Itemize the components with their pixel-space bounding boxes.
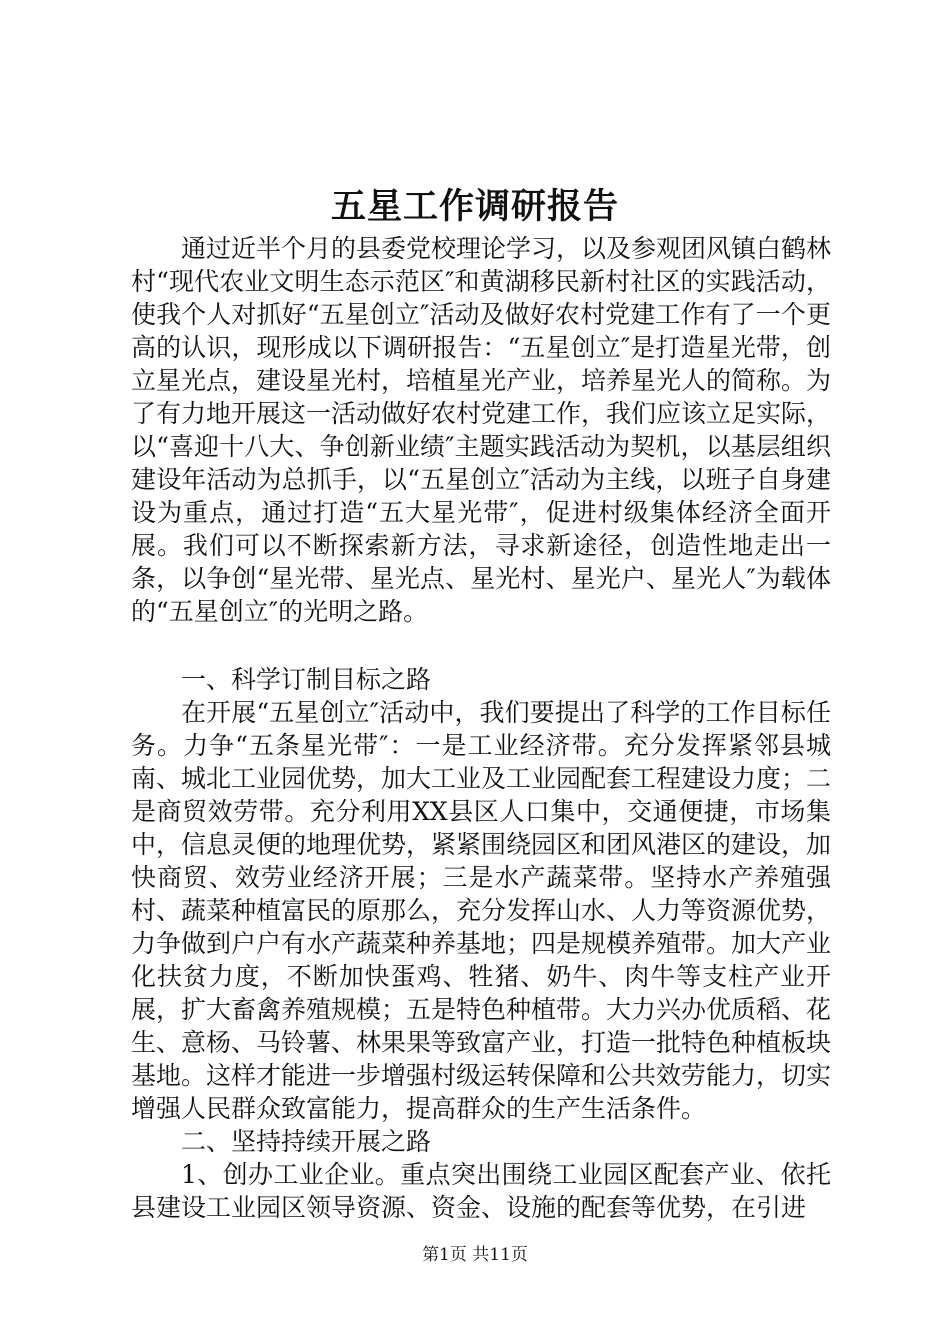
section-heading-2: 二、坚持持续开展之路 [181,1127,432,1156]
document-body [131,232,831,1224]
section-1-paragraph: 在开展“五星创立″活动中，我们要提出了科学的工作目标任务。力争“五条星光带″：一是工业经济带。充分发挥紧邻县城南、城北工业园优势，加大工业及工业园配套工程建设力度；二是商贸效劳带。充分利用XX县区人口集中，交通便捷，市场集中，信息灵便的地理优势，紧紧围绕园区和团风港区的建设，加快商贸、效劳业经济开展；三是水产蔬菜带。坚持水产养殖强村、蔬菜种植富民的原那么，充分发挥山水、人力等资源优势，力争做到户户有水产蔬菜种养基地；四是规模养殖带。加大产业化扶贫力度，不断加快蛋鸡、牲猪、奶牛、肉牛等支柱产业开展，扩大畜禽养殖规模；五是特色种植带。大力兴办优质稻、花生、意杨、马铃薯、林果果等致富产业，打造一批特色种植板块基地。这样才能进一步增强村级运转保障和公共效劳能力，切实增强人民群众致富能力，提高群众的生产生活条件。 [131,698,832,1123]
section-heading-1: 一、科学订制目标之路 [181,665,432,694]
document-title: 五星工作调研报告 [330,186,619,227]
page-footer: 第1页 共11页 [422,1245,528,1265]
intro-paragraph: 通过近半个月的县委党校理论学习，以及参观团风镇白鹤林村“现代农业文明生态示范区″和黄湖移民新村社区的实践活动，使我个人对抓好“五星创立″活动及做好农村党建工作有了一个更高的认识，现形成以下调研报告：“五星创立″是打造星光带，创立星光点，建设星光村，培植星光产业，培养星光人的简称。为了有力地开展这一活动做好农村党建工作，我们应该立足实际，以“喜迎十八大、争创新业绩″主题实践活动为契机，以基层组织建设年活动为总抓手，以“五星创立″活动为主线，以班子自身建设为重点，通过打造“五大星光带″，促进村级集体经济全面开展。我们可以不断探索新方法，寻求新途径，创造性地走出一条，以争创“星光带、星光点、星光村、星光户、星光人″为载体的“五星创立″的光明之路。 [131,234,832,626]
section-2-paragraph: 1、创办工业企业。重点突出围绕工业园区配套产业、依托县建设工业园区领导资源、资金、设施的配套等优势，在引进 [131,1160,831,1222]
